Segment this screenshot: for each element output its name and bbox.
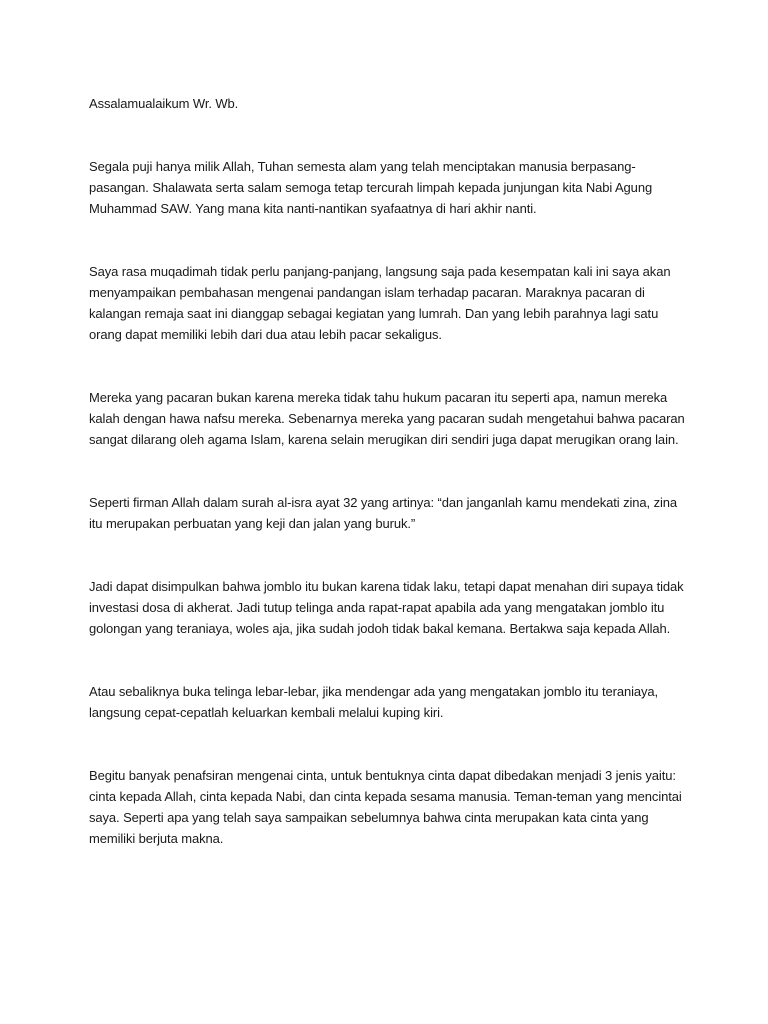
paragraph-6: Atau sebaliknya buka telinga lebar-lebar, jika mendengar ada yang mengatakan jomblo itu teraniaya, langsung cepat-cepatlah keluarkan kembali melalui kuping kiri. xyxy=(89,684,659,720)
document-body xyxy=(89,93,689,891)
paragraph-7: Begitu banyak penafsiran mengenai cinta, untuk bentuknya cinta dapat dibedakan menjadi 3 jenis yaitu: cinta kepada Allah, cinta kepada Nabi, dan cinta kepada sesama manusia. Teman-teman yang mencintai saya. Seperti apa yang telah saya sampaikan sebelumnya bahwa cinta merupakan kata cinta yang memiliki berjuta makna. xyxy=(89,768,682,846)
paragraph-3: Mereka yang pacaran bukan karena mereka tidak tahu hukum pacaran itu seperti apa, namun mereka kalah dengan hawa nafsu mereka. Sebenarnya mereka yang pacaran sudah mengetahui bahwa pacaran sangat dilarang oleh agama Islam, karena selain merugikan diri sendiri juga dapat merugikan orang lain. xyxy=(89,390,685,447)
paragraph-2: Saya rasa muqadimah tidak perlu panjang-panjang, langsung saja pada kesempatan kali ini saya akan menyampaikan pembahasan mengenai pandangan islam terhadap pacaran. Maraknya pacaran di kalangan remaja saat ini dianggap sebagai kegiatan yang lumrah. Dan yang lebih parahnya lagi satu orang dapat memiliki lebih dari dua atau lebih pacar sekaligus. xyxy=(89,264,671,342)
paragraph-4: Seperti firman Allah dalam surah al-isra ayat 32 yang artinya: “dan janganlah kamu mendekati zina, zina itu merupakan perbuatan yang keji dan jalan yang buruk.” xyxy=(89,495,678,531)
paragraph-5: Jadi dapat disimpulkan bahwa jomblo itu bukan karena tidak laku, tetapi dapat menahan diri supaya tidak investasi dosa di akherat. Jadi tutup telinga anda rapat-rapat apabila ada yang mengatakan jomblo itu golongan yang teraniaya, woles aja, jika sudah jodoh tidak bakal kemana. Bertakwa saja kepada Allah. xyxy=(89,579,684,636)
greeting-line: Assalamualaikum Wr. Wb. xyxy=(89,96,239,111)
paragraph-1: Segala puji hanya milik Allah, Tuhan semesta alam yang telah menciptakan manusia berpasang-pasangan. Shalawata serta salam semoga tetap tercurah limpah kepada junjungan kita Nabi Agung Muhammad SAW. Yang mana kita nanti-nantikan syafaatnya di hari akhir nanti. xyxy=(89,159,653,216)
